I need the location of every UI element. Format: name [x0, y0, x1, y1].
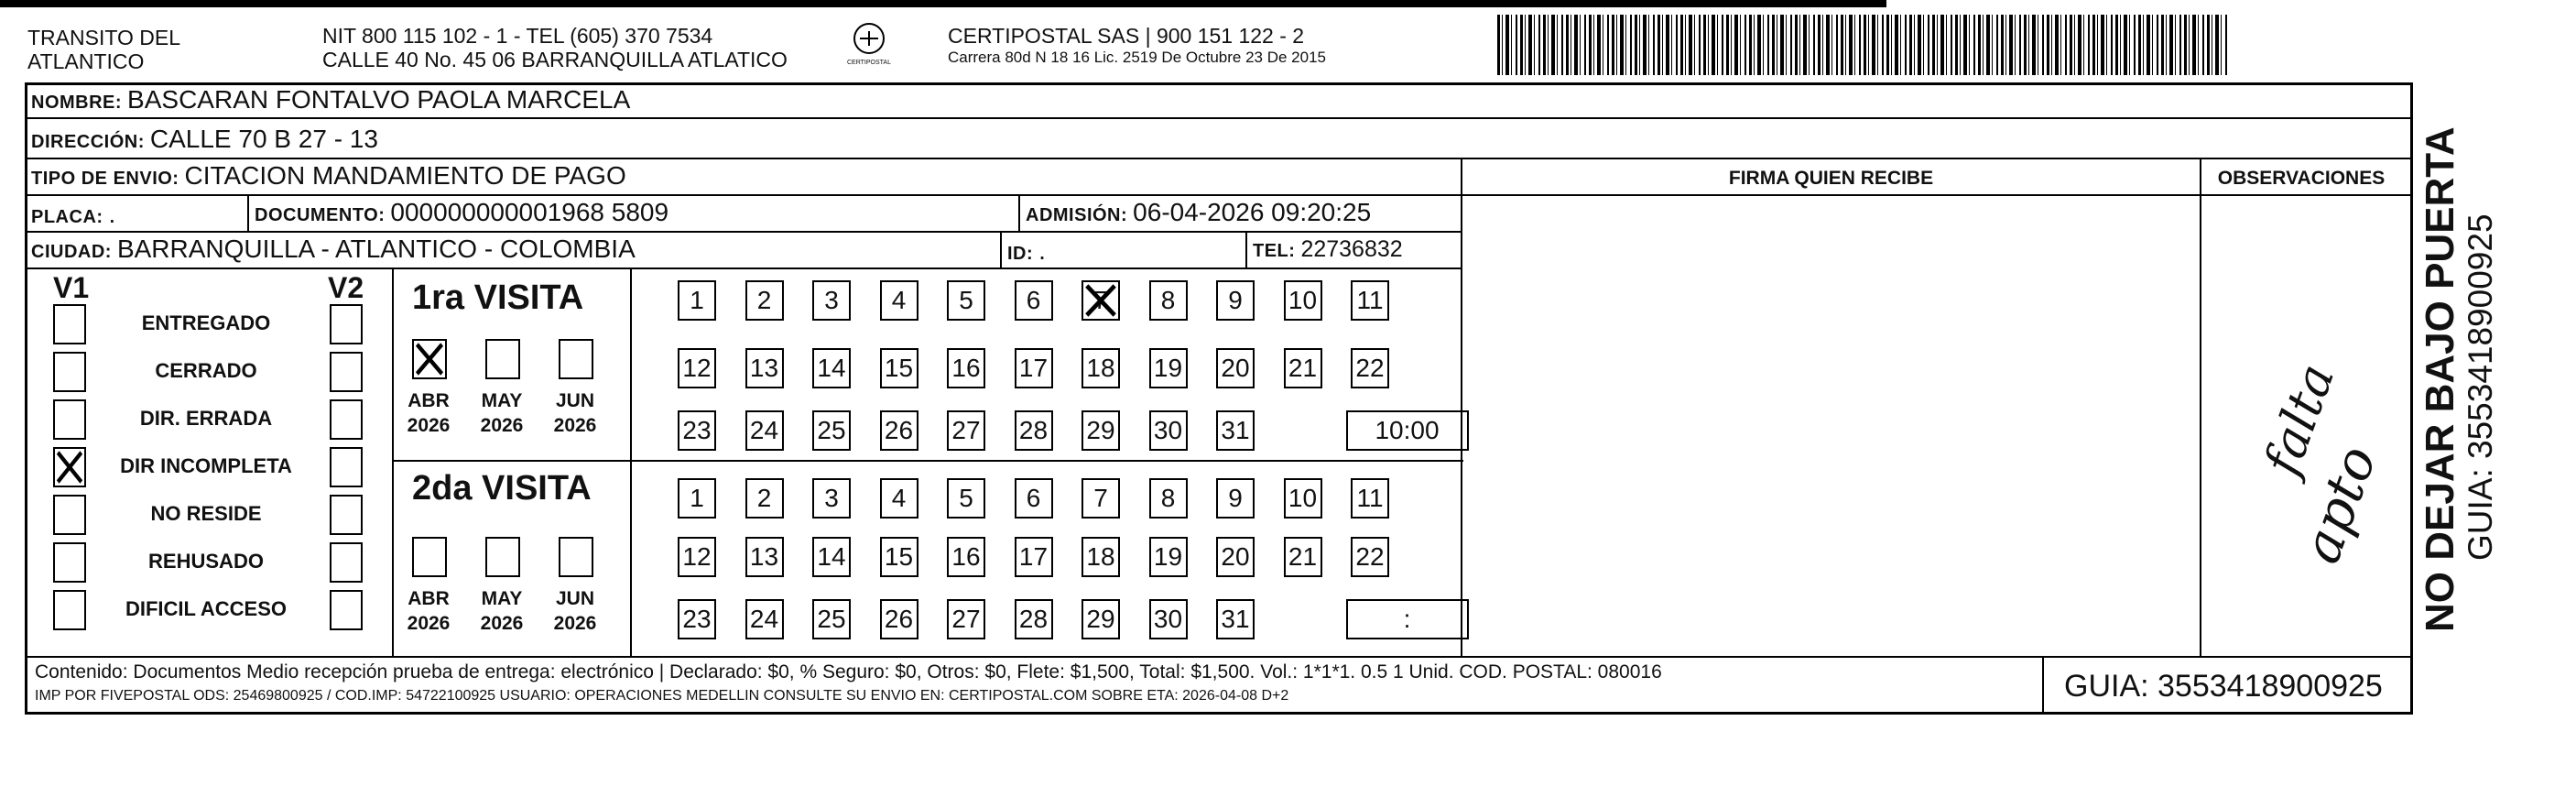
day-box[interactable]: 6 — [1015, 478, 1053, 519]
sender-name — [27, 26, 180, 73]
month-name: ABR — [408, 390, 450, 411]
id-value: . — [1038, 236, 1046, 265]
day-box[interactable]: 7 — [1081, 280, 1120, 321]
day-box[interactable]: 22 — [1351, 537, 1389, 577]
v2-checkbox[interactable] — [330, 447, 363, 487]
day-box[interactable]: 16 — [947, 537, 985, 577]
day-box[interactable]: 31 — [1216, 410, 1255, 451]
v2-checkbox[interactable] — [330, 495, 363, 535]
row-divider — [25, 158, 2413, 159]
day-box[interactable]: 1 — [678, 280, 716, 321]
day-box[interactable]: 5 — [947, 478, 985, 519]
day-box[interactable]: 28 — [1015, 599, 1053, 639]
day-box[interactable]: 25 — [812, 410, 851, 451]
month-year: 2026 — [407, 613, 451, 634]
day-box[interactable]: 23 — [678, 599, 716, 639]
month-divider — [630, 268, 632, 656]
visit-divider — [392, 460, 1463, 462]
courier-name: CERTIPOSTAL SAS | 900 151 122 - 2 — [948, 24, 1305, 48]
footer-content: Contenido: Documentos Medio recepción prueba de entrega: electrónico | Declarado: $0, % Seguro: $0, Otros: $0, Flete: $1,500, Total: $1,500. Vol.: 1*1*1. 0.5 1 Unid. COD. POSTAL: 080016 — [35, 661, 1662, 682]
day-box[interactable]: 2 — [745, 478, 784, 519]
v2-checkbox[interactable] — [330, 304, 363, 344]
admision-label: ADMISIÓN: — [1026, 205, 1128, 225]
ciudad-field — [31, 235, 636, 264]
col-divider — [1000, 231, 1002, 268]
tipo-envio-label: TIPO DE ENVIO: — [31, 169, 179, 189]
day-box[interactable]: 1 — [678, 478, 716, 519]
month-label — [473, 586, 531, 636]
day-box[interactable]: 12 — [678, 537, 716, 577]
day-box[interactable]: 17 — [1015, 537, 1053, 577]
nombre-field — [31, 85, 630, 115]
logo-text: CERTIPOSTAL — [847, 60, 891, 66]
top-scan-edge — [0, 0, 1886, 7]
side-guia: GUIA: 3553418900925 — [2462, 213, 2499, 561]
row-divider — [25, 117, 2413, 119]
sender-name-line1: TRANSITO DEL — [27, 26, 180, 49]
day-box[interactable]: 9 — [1216, 478, 1255, 519]
month-year: 2026 — [480, 613, 524, 634]
month-year: 2026 — [553, 613, 597, 634]
status-label: DIR INCOMPLETA — [120, 454, 292, 477]
month-year: 2026 — [553, 415, 597, 436]
day-box[interactable]: 14 — [812, 537, 851, 577]
footer-guia: GUIA: 3553418900925 — [2064, 669, 2383, 704]
day-box[interactable]: 28 — [1015, 410, 1053, 451]
day-box[interactable]: 27 — [947, 599, 985, 639]
day-box[interactable]: 25 — [812, 599, 851, 639]
day-box[interactable]: 20 — [1216, 348, 1255, 388]
status-label: NO RESIDE — [150, 502, 262, 525]
status-label: REHUSADO — [148, 550, 264, 573]
observation-word: apto — [2289, 437, 2389, 572]
status-divider — [392, 268, 394, 656]
observation-handwriting — [2216, 302, 2399, 595]
month-name: MAY — [481, 588, 523, 609]
status-label: ENTREGADO — [141, 311, 271, 334]
month-checkbox[interactable] — [412, 339, 447, 379]
check-x-icon — [55, 449, 84, 486]
col-divider — [2200, 158, 2201, 656]
time-box[interactable]: : — [1346, 599, 1469, 639]
day-box[interactable]: 13 — [745, 537, 784, 577]
month-checkbox[interactable] — [559, 537, 593, 577]
v2-header: V2 — [328, 271, 364, 304]
col-divider — [247, 194, 249, 231]
day-box[interactable]: 13 — [745, 348, 784, 388]
day-box[interactable]: 30 — [1149, 599, 1188, 639]
status-label: DIFICIL ACCESO — [125, 597, 287, 620]
month-checkbox[interactable] — [485, 339, 520, 379]
admision-value: 06-04-2026 09:20:25 — [1133, 198, 1372, 226]
month-name: MAY — [481, 390, 523, 411]
status-label: CERRADO — [155, 359, 257, 382]
day-box[interactable]: 30 — [1149, 410, 1188, 451]
v1-checkbox[interactable] — [53, 399, 86, 440]
sender-nit: NIT 800 115 102 - 1 - TEL (605) 370 7534 — [322, 24, 713, 48]
time-box[interactable]: 10:00 — [1346, 410, 1469, 451]
footer-print-info: IMP POR FIVEPOSTAL ODS: 25469800925 / COD.IMP: 54722100925 USUARIO: OPERACIONES MEDELLIN CONSULTE SU ENVIO EN: CERTIPOSTAL.COM SOBRE ETA: 2026-04-08 D+2 — [35, 688, 1289, 704]
day-box[interactable]: 19 — [1149, 348, 1188, 388]
tel-label: TEL: — [1253, 241, 1296, 261]
v2-checkbox[interactable] — [330, 590, 363, 630]
placa-label: PLACA: — [31, 207, 103, 227]
day-box[interactable]: 24 — [745, 599, 784, 639]
month-label — [399, 586, 458, 636]
direccion-field — [31, 125, 378, 154]
status-label: DIR. ERRADA — [139, 407, 273, 430]
month-checkbox[interactable] — [412, 537, 447, 577]
day-box[interactable]: 8 — [1149, 478, 1188, 519]
day-box[interactable]: 29 — [1081, 410, 1120, 451]
ciudad-label: CIUDAD: — [31, 242, 112, 262]
tel-value: 22736832 — [1300, 236, 1403, 262]
day-box[interactable]: 26 — [880, 599, 918, 639]
day-box[interactable]: 10 — [1284, 280, 1322, 321]
tipo-envio-value: CITACION MANDAMIENTO DE PAGO — [184, 161, 626, 190]
day-box[interactable]: 5 — [947, 280, 985, 321]
footer-col-divider — [2042, 656, 2044, 713]
v2-checkbox[interactable] — [330, 352, 363, 392]
id-field — [1007, 236, 1046, 266]
documento-field — [255, 198, 668, 227]
day-box[interactable]: 12 — [678, 348, 716, 388]
month-label — [546, 388, 604, 438]
month-year: 2026 — [480, 415, 524, 436]
month-checkbox[interactable] — [485, 537, 520, 577]
tipo-envio-field — [31, 161, 626, 191]
courier-info — [948, 24, 1326, 68]
direccion-value: CALLE 70 B 27 - 13 — [149, 125, 378, 153]
month-checkbox[interactable] — [559, 339, 593, 379]
day-box[interactable]: 31 — [1216, 599, 1255, 639]
col-divider — [1245, 231, 1247, 268]
v2-checkbox[interactable] — [330, 542, 363, 583]
direccion-label: DIRECCIÓN: — [31, 132, 145, 152]
day-box[interactable]: 23 — [678, 410, 716, 451]
day-box[interactable]: 18 — [1081, 537, 1120, 577]
day-box[interactable]: 15 — [880, 348, 918, 388]
admision-field — [1026, 198, 1371, 227]
day-box[interactable]: 4 — [880, 280, 918, 321]
month-name: ABR — [408, 588, 450, 609]
v1-checkbox[interactable] — [53, 495, 86, 535]
id-label: ID: — [1007, 244, 1034, 264]
day-box[interactable]: 26 — [880, 410, 918, 451]
v1-checkbox[interactable] — [53, 304, 86, 344]
day-box[interactable]: 16 — [947, 348, 985, 388]
courier-address: Carrera 80d N 18 16 Lic. 2519 De Octubre 23 De 2015 — [948, 49, 1326, 66]
check-x-icon — [1083, 282, 1118, 319]
day-box[interactable]: 10 — [1284, 478, 1322, 519]
day-box[interactable]: 24 — [745, 410, 784, 451]
sender-name-line2: ATLANTICO — [27, 49, 145, 73]
day-box[interactable]: 14 — [812, 348, 851, 388]
documento-value: 000000000001968 5809 — [390, 198, 669, 226]
tel-field — [1253, 236, 1403, 263]
ciudad-value: BARRANQUILLA - ATLANTICO - COLOMBIA — [116, 235, 636, 263]
certipostal-logo — [839, 22, 899, 73]
barcode — [1497, 15, 2230, 75]
day-box[interactable]: 7 — [1081, 478, 1120, 519]
placa-value: . — [108, 200, 116, 228]
day-box[interactable]: 17 — [1015, 348, 1053, 388]
col-divider — [1461, 158, 1462, 656]
check-x-icon — [414, 341, 445, 377]
day-box[interactable]: 21 — [1284, 348, 1322, 388]
visit1-title: 1ra VISITA — [412, 278, 584, 317]
month-label — [546, 586, 604, 636]
day-box[interactable]: 9 — [1216, 280, 1255, 321]
day-box[interactable]: 8 — [1149, 280, 1188, 321]
side-warning: NO DEJAR BAJO PUERTA — [2418, 126, 2462, 632]
month-label — [399, 388, 458, 438]
month-name: JUN — [555, 390, 594, 411]
sender-contact — [322, 24, 788, 71]
sender-address: CALLE 40 No. 45 06 BARRANQUILLA ATLATICO — [322, 48, 788, 71]
day-box[interactable]: 4 — [880, 478, 918, 519]
placa-field — [31, 200, 115, 229]
firma-header: FIRMA QUIEN RECIBE — [1728, 168, 1934, 189]
day-box[interactable]: 27 — [947, 410, 985, 451]
observaciones-header: OBSERVACIONES — [2217, 168, 2386, 189]
day-box[interactable]: 29 — [1081, 599, 1120, 639]
day-box[interactable]: 15 — [880, 537, 918, 577]
day-box[interactable]: 11 — [1351, 478, 1389, 519]
day-box[interactable]: 2 — [745, 280, 784, 321]
col-divider — [1018, 194, 1020, 231]
observation-word: falta — [2253, 356, 2346, 483]
footer-divider — [25, 656, 2413, 658]
month-label — [473, 388, 531, 438]
v2-checkbox[interactable] — [330, 399, 363, 440]
v1-checkbox[interactable] — [53, 590, 86, 630]
v1-checkbox[interactable] — [53, 352, 86, 392]
day-box[interactable]: 11 — [1351, 280, 1389, 321]
nombre-value: BASCARAN FONTALVO PAOLA MARCELA — [127, 85, 631, 114]
day-box[interactable]: 19 — [1149, 537, 1188, 577]
day-box[interactable]: 6 — [1015, 280, 1053, 321]
month-year: 2026 — [407, 415, 451, 436]
nombre-label: NOMBRE: — [31, 93, 123, 113]
day-box[interactable]: 18 — [1081, 348, 1120, 388]
day-box[interactable]: 3 — [812, 478, 851, 519]
day-box[interactable]: 20 — [1216, 537, 1255, 577]
day-box[interactable]: 21 — [1284, 537, 1322, 577]
v1-checkbox[interactable] — [53, 542, 86, 583]
row-divider — [25, 268, 1462, 269]
month-name: JUN — [555, 588, 594, 609]
documento-label: DOCUMENTO: — [255, 205, 386, 225]
row-divider — [25, 194, 2413, 196]
v1-checkbox[interactable] — [53, 447, 86, 487]
v1-header: V1 — [53, 271, 90, 304]
day-box[interactable]: 22 — [1351, 348, 1389, 388]
day-box[interactable]: 3 — [812, 280, 851, 321]
visit2-title: 2da VISITA — [412, 469, 592, 508]
